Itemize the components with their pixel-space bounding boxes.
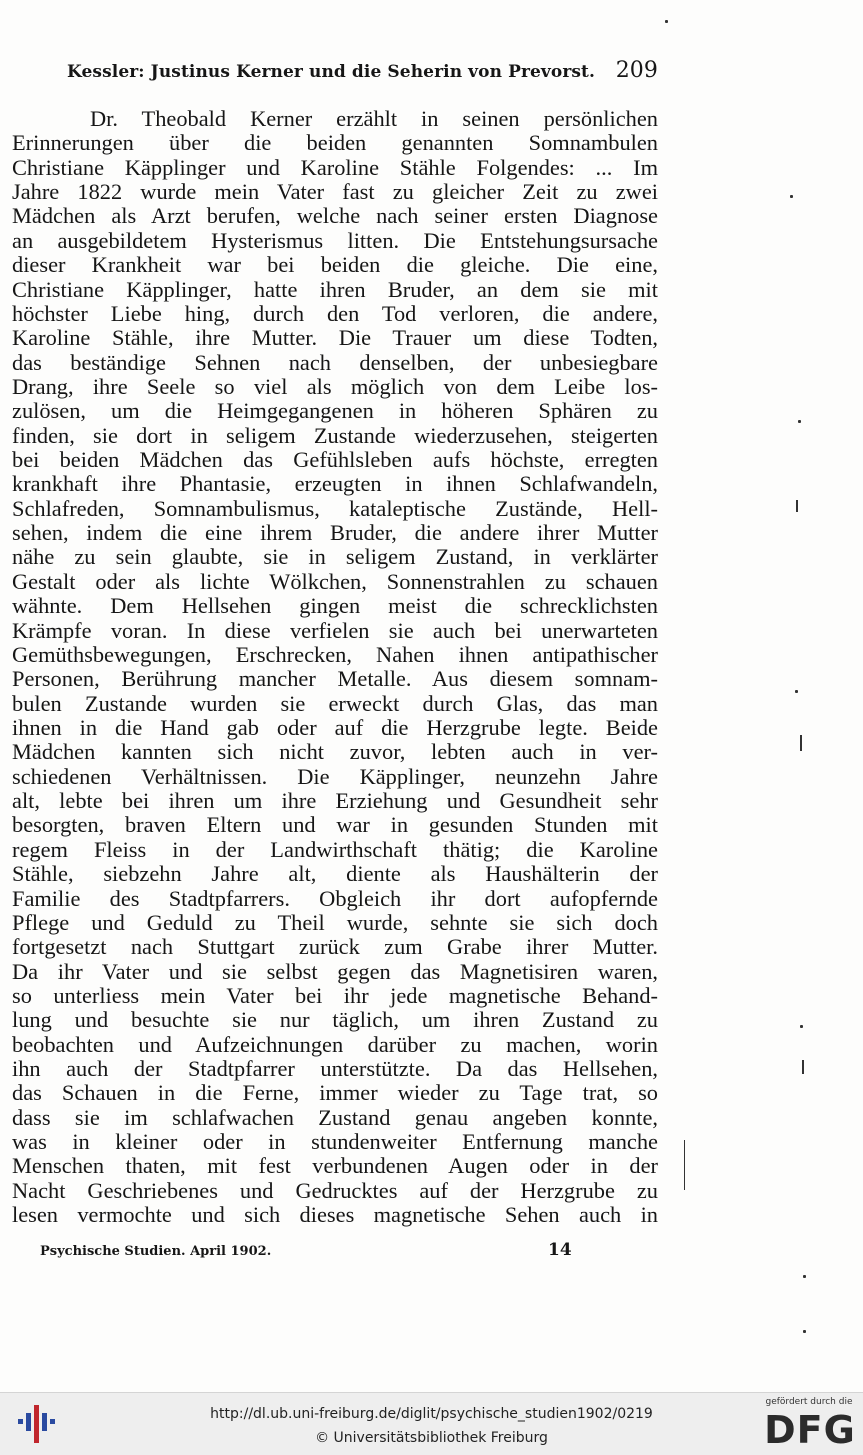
source-url-link[interactable]: http://dl.ub.uni-freiburg.de/diglit/psychische_studien1902/0219 xyxy=(210,1406,653,1422)
text-line: wähnte. Dem Hellsehen gingen meist die schrecklichsten xyxy=(12,593,658,619)
margin-dot xyxy=(795,690,798,693)
text-line: was in kleiner oder in stundenweiter Entfernung manche xyxy=(12,1129,658,1155)
text-line: Krämpfe voran. In diese verfielen sie auch bei unerwarteten xyxy=(12,617,658,643)
text-line: bulen Zustande wurden sie erweckt durch Glas, das man xyxy=(12,690,658,716)
text-line: Da ihr Vater und sie selbst gegen das Magnetisiren waren, xyxy=(12,958,658,984)
text-line: zulösen, um die Heimgegangenen in höheren Sphären zu xyxy=(12,398,658,424)
text-line: Erinnerungen über die beiden genannten Somnambulen xyxy=(12,130,658,156)
body-text xyxy=(12,107,658,1228)
dfg-logo-caption: gefördert durch die xyxy=(765,1397,853,1407)
running-head xyxy=(67,58,660,86)
text-line: Gemüthsbewegungen, Erschrecken, Nahen ihnen antipathischer xyxy=(12,641,658,667)
text-line: beobachten und Aufzeichnungen darüber zu machen, worin xyxy=(12,1031,658,1057)
text-line: ihnen in die Hand gab oder auf die Herzgrube legte. Beide xyxy=(12,714,658,740)
margin-dot xyxy=(665,20,668,23)
text-line: Menschen thaten, mit fest verbundenen Augen oder in der xyxy=(12,1153,658,1179)
text-line: fortgesetzt nach Stuttgart zurück zum Grabe ihrer Mutter. xyxy=(12,934,658,960)
text-line: schiedenen Verhältnissen. Die Käpplinger, neunzehn Jahre xyxy=(12,763,658,789)
page-footer xyxy=(40,1240,580,1262)
text-line: dieser Krankheit war bei beiden die gleiche. Die eine, xyxy=(12,252,658,278)
running-head-title: Kessler: Justinus Kerner und die Seherin von Prevorst. xyxy=(67,62,596,82)
text-line: besorgten, braven Eltern und war in gesunden Stunden mit xyxy=(12,812,658,838)
margin-mark xyxy=(684,1140,685,1190)
journal-imprint: Psychische Studien. April 1902. xyxy=(40,1244,272,1259)
text-line: regem Fleiss in der Landwirthschaft thätig; die Karoline xyxy=(12,836,658,862)
text-line: Schlafreden, Somnambulismus, kataleptische Zustände, Hell- xyxy=(12,495,658,521)
text-line: ihn auch der Stadtpfarrer unterstützte. Da das Hellsehen, xyxy=(12,1056,658,1082)
text-line: Christiane Käpplinger und Karoline Stähle Folgendes: ... Im xyxy=(12,154,658,180)
text-line: dass sie im schlafwachen Zustand genau angeben konnte, xyxy=(12,1104,658,1130)
text-line: das beständige Sehnen nach denselben, der unbesiegbare xyxy=(12,349,658,375)
text-line: lesen vermochte und sich dieses magnetische Sehen auch in xyxy=(12,1202,658,1228)
text-line: Familie des Stadtpfarrers. Obgleich ihr dort aufopfernde xyxy=(12,885,658,911)
text-line: an ausgebildetem Hysterismus litten. Die Entstehungsursache xyxy=(12,227,658,253)
text-line: Jahre 1822 wurde mein Vater fast zu gleicher Zeit zu zwei xyxy=(12,179,658,205)
text-line: Dr. Theobald Kerner erzählt in seinen persönlichen xyxy=(90,106,658,131)
text-line: bei beiden Mädchen das Gefühlsleben aufs höchste, erregten xyxy=(12,447,658,473)
margin-dot xyxy=(803,1330,806,1333)
text-line: höchster Liebe hing, durch den Tod verloren, die andere, xyxy=(12,300,658,326)
text-line: Christiane Käpplinger, hatte ihren Bruder, an dem sie mit xyxy=(12,276,658,302)
text-line: sehen, indem die eine ihrem Bruder, die andere ihrer Mutter xyxy=(12,520,658,546)
text-line: lung und besuchte sie nur täglich, um ihren Zustand zu xyxy=(12,1007,658,1033)
viewer-footer-bar xyxy=(0,1392,863,1455)
text-line: so unterliess mein Vater bei ihr jede magnetische Behand- xyxy=(12,982,658,1008)
text-line: Mädchen kannten sich nicht zuvor, lebten auch in ver- xyxy=(12,739,658,765)
margin-dot xyxy=(803,1275,806,1278)
text-line: Nacht Geschriebenes und Gedrucktes auf der Herzgrube zu xyxy=(12,1177,658,1203)
text-line: alt, lebte bei ihren um ihre Erziehung und Gesundheit sehr xyxy=(12,788,658,814)
margin-mark xyxy=(802,1060,804,1074)
text-line: krankhaft ihre Phantasie, erzeugten in ihnen Schlafwandeln, xyxy=(12,471,658,497)
text-line: nähe zu sein glaubte, sie in seligem Zustand, in verklärter xyxy=(12,544,658,570)
text-line: das Schauen in die Ferne, immer wieder zu Tage trat, so xyxy=(12,1080,658,1106)
margin-mark xyxy=(796,500,798,512)
text-line: Pflege und Geduld zu Theil wurde, sehnte sie sich doch xyxy=(12,909,658,935)
text-line: Personen, Berührung mancher Metalle. Aus diesem somnam- xyxy=(12,666,658,692)
text-line: Karoline Stähle, ihre Mutter. Die Trauer um diese Todten, xyxy=(12,325,658,351)
dfg-logo-icon xyxy=(760,1397,858,1453)
text-line: Gestalt oder als lichte Wölkchen, Sonnenstrahlen zu schauen xyxy=(12,568,658,594)
margin-dot xyxy=(800,1025,803,1028)
margin-mark xyxy=(800,735,802,751)
text-line: Drang, ihre Seele so viel als möglich von dem Leibe los- xyxy=(12,373,658,399)
copyright-notice: © Universitätsbibliothek Freiburg xyxy=(315,1430,548,1446)
text-line: Stähle, siebzehn Jahre alt, diente als Haushälterin der xyxy=(12,861,658,887)
margin-dot xyxy=(790,195,793,198)
dfg-logo-wordmark: DFG xyxy=(764,1408,856,1452)
text-line: finden, sie dort in seligem Zustande wiederzusehen, steigerten xyxy=(12,422,658,448)
page-number: 209 xyxy=(615,58,658,83)
margin-dot xyxy=(798,420,801,423)
signature-mark: 14 xyxy=(548,1240,572,1260)
text-line: Mädchen als Arzt berufen, welche nach seiner ersten Diagnose xyxy=(12,203,658,229)
